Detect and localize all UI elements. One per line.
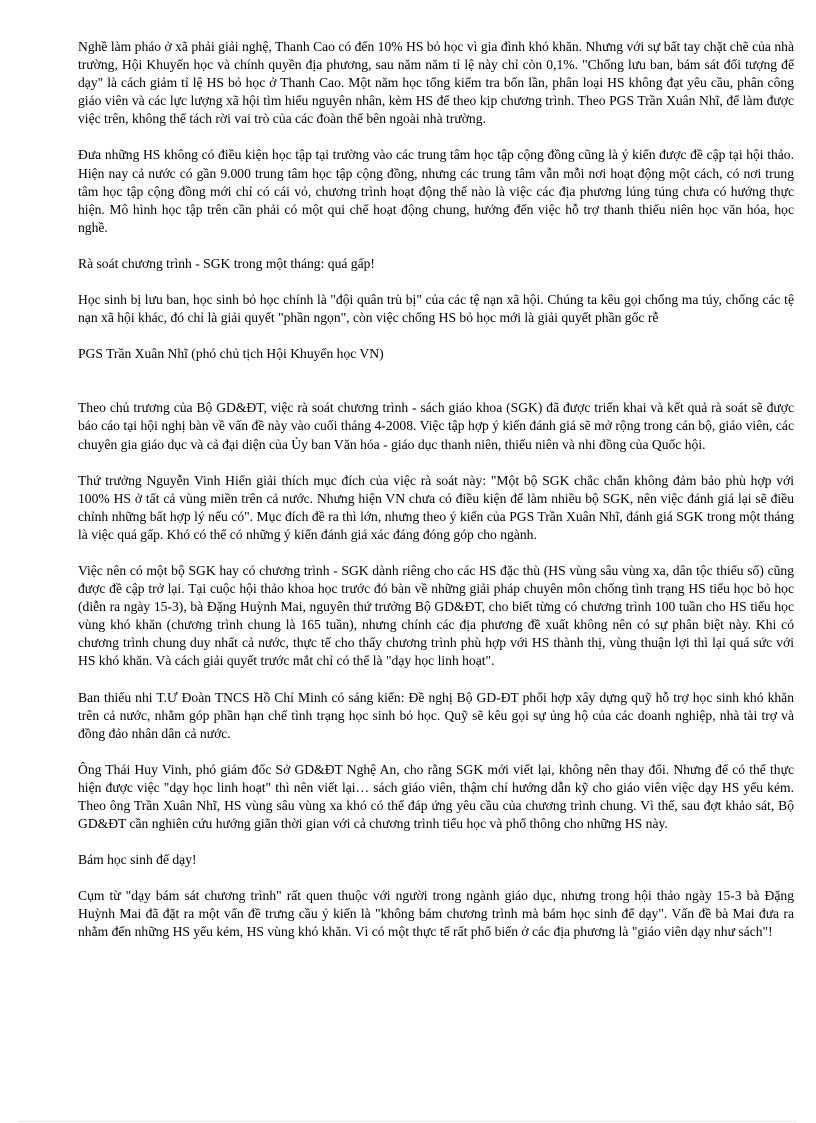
- section-heading-follow-students: Bám học sinh để dạy!: [78, 852, 197, 868]
- paragraph-thanh-cao: Nghề làm pháo ở xã phải giải nghệ, Thanh Cao có đến 10% HS bỏ học vì gia đình khó khăn. Nhưng với sự bất tay chặt chẽ của nhà trường, Hội Khuyến học và chính quyền địa phương, sau năm năm tỉ lệ này chỉ còn 0,1%. "Chống lưu ban, bám sát đối tượng để dạy" là cách giảm tỉ lệ HS bỏ học ở Thanh Cao. Một năm học tổng kiểm tra bốn lần, phân loại HS không đạt yêu cầu, phân công giáo viên và các lực lượng xã hội tìm hiểu nguyên nhân, kèm HS để theo kịp chương trình. Theo PGS Trần Xuân Nhĩ, để làm được việc trên, không thể tách rời vai trò của các đoàn thể bên ngoài nhà trường.: [78, 39, 794, 127]
- quote-attribution: PGS Trần Xuân Nhĩ (phó chủ tịch Hội Khuyến học VN): [78, 346, 384, 362]
- paragraph-community-centers: Đưa những HS không có điều kiện học tập tại trường vào các trung tâm học tập cộng đồng cũng là ý kiến được đề cập tại hội thảo. Hiện nay cả nước có gần 9.000 trung tâm học tập cộng đồng, nhưng các trung tâm vẫn mỗi nơi hoạt động một cách, có nơi trung tâm học tập cộng đồng mới chỉ có cái vỏ, chương trình hoạt động thế nào là việc các địa phương lúng túng chưa có hướng thực hiện. Mô hình học tập trên cần phải có một qui chế hoạt động chung, hướng đến việc hỗ trợ thanh thiếu niên học văn hóa, học nghề.: [78, 147, 794, 235]
- paragraph-youth-union: Ban thiếu nhi T.Ư Đoàn TNCS Hồ Chí Minh có sáng kiến: Đề nghị Bộ GD-ĐT phối hợp xây dựng quỹ hỗ trợ học sinh khó khăn trên cả nước, nhằm góp phần hạn chế tình trạng học sinh bỏ học. Quỹ sẽ kêu gọi sự ủng hộ của các doanh nghiệp, nhà tài trợ và đồng đảo nhân dân cả nước.: [78, 689, 794, 741]
- section-heading-review: Rà soát chương trình - SGK trong một tháng: quá gấp!: [78, 255, 375, 271]
- quote-paragraph: Học sinh bị lưu ban, học sinh bỏ học chính là "đội quân trù bị" của các tệ nạn xã hội. Chúng ta kêu gọi chống ma túy, chống các tệ nạn xã hội khác, đó chỉ là giải quyết "phần ngọn", còn việc chống HS bỏ học mới là giải quyết phần gốc rễ: [78, 292, 794, 326]
- paragraph-ministry-policy: Theo chủ trương của Bộ GD&ĐT, việc rà soát chương trình - sách giáo khoa (SGK) đã được triển khai và kết quả rà soát sẽ được báo cáo tại hội nghị bàn về vấn đề này vào cuối tháng 4-2008. Việc tập hợp ý kiến đánh giá sẽ mở rộng trong cán bộ, giáo viên, các chuyên gia giáo dục và cả đại diện của Ủy ban Văn hóa - giáo dục thanh niên, thiếu niên và nhi đồng của Quốc hội.: [78, 400, 794, 452]
- paragraph-deputy-minister: Thứ trưởng Nguyễn Vinh Hiển giải thích mục đích của việc rà soát này: "Một bộ SGK chắc chắn không đảm bảo phù hợp với 100% HS ở tất cả vùng miền trên cả nước. Nhưng hiện VN chưa có điều kiện để làm nhiều bộ SGK, nên việc đánh giá lại sẽ điều chỉnh những bất hợp lý nếu có". Mục đích đề ra thì lớn, nhưng theo ý kiến của PGS Trần Xuân Nhĩ, đánh giá SGK trong một tháng là việc quá gấp. Khó có thể có những ý kiến đánh giá xác đáng đóng góp cho ngành.: [78, 472, 794, 542]
- document-body: [78, 38, 794, 942]
- paragraph-nghe-an: Ông Thái Huy Vinh, phó giám đốc Sở GD&ĐT Nghệ An, cho rằng SGK mới viết lại, không nên thay đổi. Nhưng để có thể thực hiện được việc "dạy học linh hoạt" thì nên viết lại… sách giáo viên, thậm chí hướng dẫn kỹ cho giáo viên việc dạy HS yếu kém. Theo ông Trần Xuân Nhĩ, HS vùng sâu vùng xa khó có thể đáp ứng yêu cầu của chương trình chung. Vì thế, sau đợt khảo sát, Bộ GD&ĐT cần nghiên cứu hướng giãn thời gian với cả chương trình tiểu học và phổ thông cho những HS này.: [78, 761, 794, 832]
- paragraph-special-program: Việc nên có một bộ SGK hay có chương trình - SGK dành riêng cho các HS đặc thù (HS vùng sâu vùng xa, dân tộc thiểu số) cũng được đề cập trở lại. Tại cuộc hội thảo khoa học trước đó bàn về những giải pháp chuyên môn chống tình trạng HS tiểu học bỏ học (diễn ra ngày 15-3), bà Đặng Huỳnh Mai, nguyên thứ trưởng Bộ GD&ĐT, cho biết từng có chương trình 100 tuần cho HS tiểu học vùng khó khăn (chương trình chung là 165 tuần), nhưng chính các địa phương đề xuất không nên có sự phân biệt này. Khi có chương trình chung duy nhất cả nước, thực tế cho thấy chương trình phù hợp với HS thành thị, vùng thuận lợi thì lại quá sức với HS khó khăn. Và cách giải quyết trước mắt chỉ có thể là "dạy học linh hoạt".: [78, 562, 794, 669]
- page-bottom-divider: [20, 1121, 796, 1122]
- paragraph-teaching-method: Cụm từ "dạy bám sát chương trình" rất quen thuộc với người trong ngành giáo dục, nhưng trong hội thảo ngày 15-3 bà Đặng Huỳnh Mai đã đặt ra một vấn đề trưng cầu ý kiến là "không bám chương trình mà bám học sinh để dạy". Vấn đề bà Mai đưa ra nhằm đến những HS yếu kém, HS vùng khó khăn. Vì có một thực tế rất phổ biến ở các địa phương là "giáo viên dạy như sách"!: [78, 888, 794, 940]
